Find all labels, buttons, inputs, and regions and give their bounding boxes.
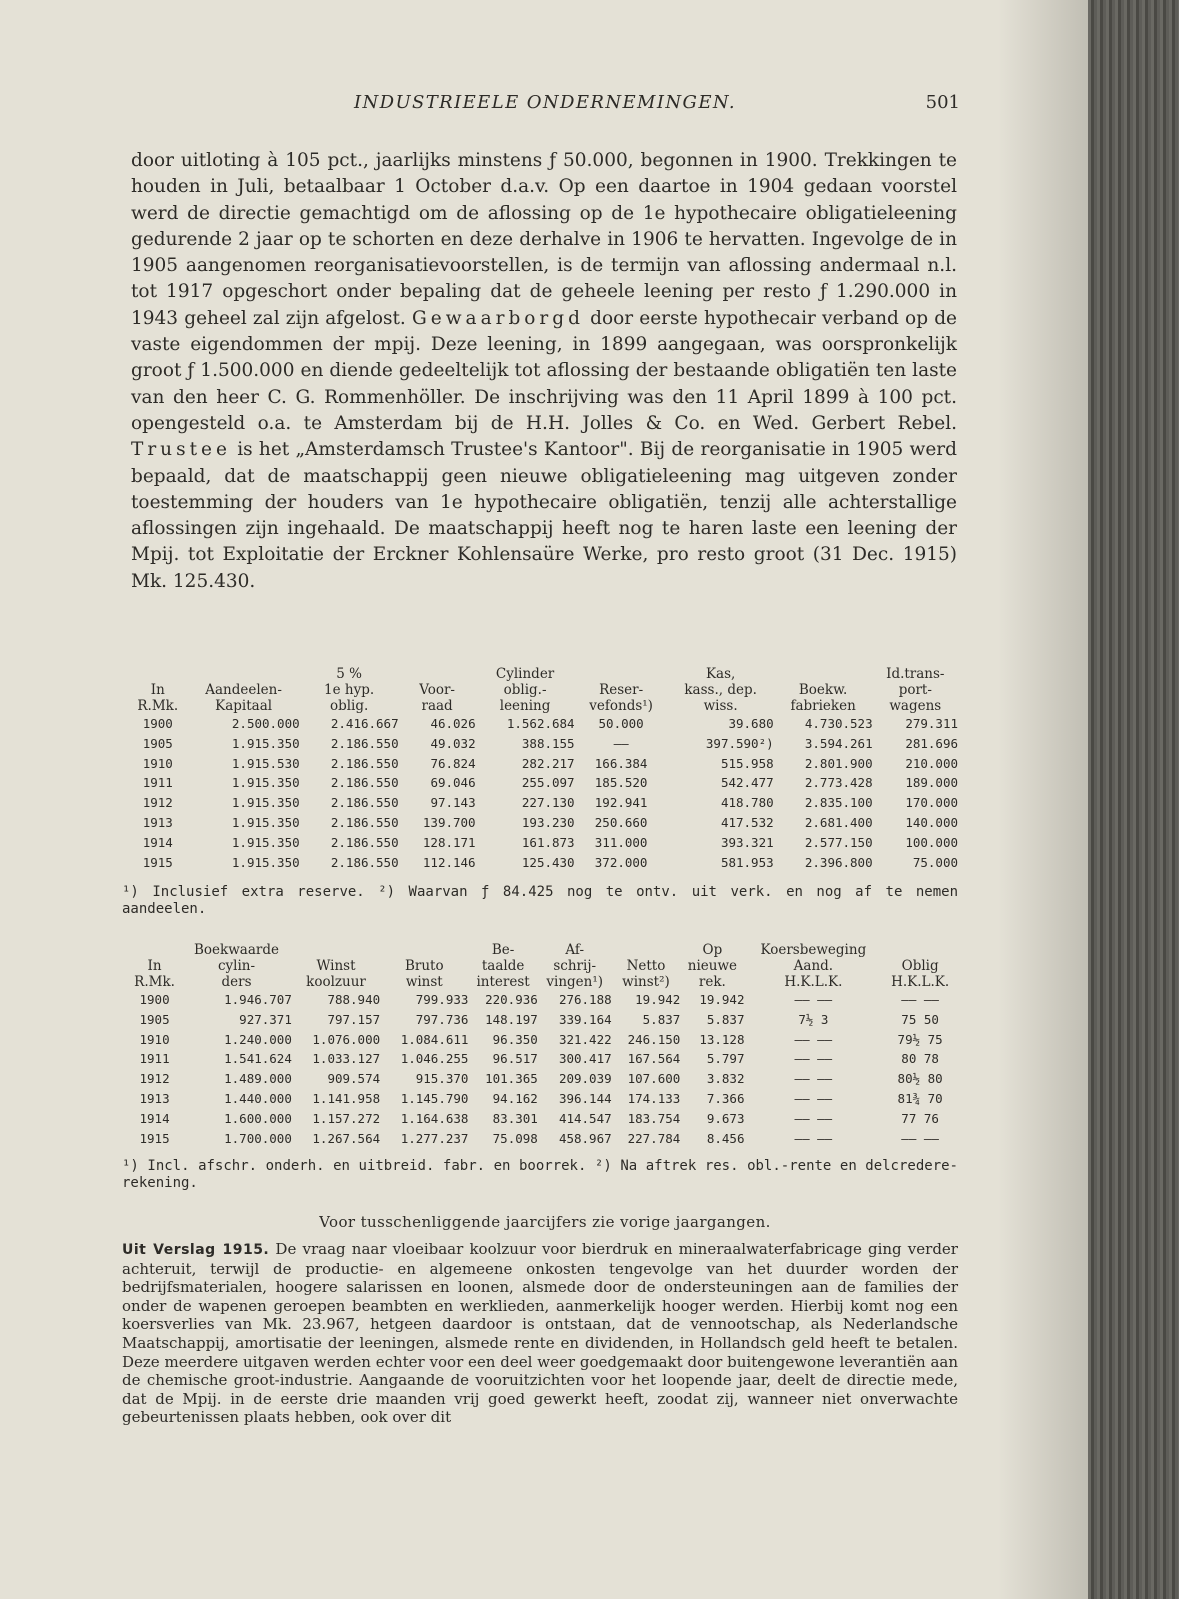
value-cell: 5.837 xyxy=(642,1011,681,1027)
value-cell: 909.574 xyxy=(327,1071,381,1087)
value-cell: —— —— xyxy=(794,1090,833,1106)
year-cell: 1900 xyxy=(142,716,173,731)
value-cell: 300.417 xyxy=(558,1051,612,1067)
value-cell: —— —— xyxy=(794,1110,833,1126)
header-cell: Koersbeweging xyxy=(760,942,867,958)
value-cell: 2.801.900 xyxy=(804,755,873,771)
table-row xyxy=(128,1010,958,1030)
value-cell: 3.832 xyxy=(706,1071,745,1087)
header-cell: Boekwaarde xyxy=(194,942,279,958)
header-cell xyxy=(188,666,300,682)
header-cell: winst xyxy=(405,974,443,990)
value-cell: 2.773.428 xyxy=(804,775,873,791)
value-cell: 174.133 xyxy=(627,1090,681,1106)
header-cell: oblig.- xyxy=(503,682,547,698)
table-row xyxy=(128,833,958,853)
table-row xyxy=(128,853,958,873)
value-cell: 79½ 75 xyxy=(897,1031,943,1047)
year-cell: 1913 xyxy=(142,814,173,830)
value-cell: 139.700 xyxy=(422,814,476,830)
report-paragraph xyxy=(122,1240,958,1427)
value-cell: 1.076.000 xyxy=(312,1031,381,1047)
header-cell: Cylinder xyxy=(495,666,555,682)
value-cell: —— xyxy=(613,735,629,751)
value-cell: 311.000 xyxy=(594,834,648,850)
value-cell: 1.946.707 xyxy=(224,992,292,1007)
table-row xyxy=(128,1109,958,1129)
header-cell: Af- xyxy=(565,942,585,958)
value-cell: —— —— xyxy=(794,1031,833,1047)
header-cell xyxy=(380,942,468,958)
value-cell: 339.164 xyxy=(558,1011,612,1027)
balance-table xyxy=(128,666,958,872)
value-cell: 2.186.550 xyxy=(330,755,399,771)
value-cell: 2.186.550 xyxy=(330,795,399,811)
value-cell: 46.026 xyxy=(430,716,476,731)
balance-table-body xyxy=(128,714,958,872)
value-cell: 81¾ 70 xyxy=(897,1090,943,1106)
value-cell: —— —— xyxy=(794,1071,833,1087)
header-cell: cylin- xyxy=(217,958,256,974)
value-cell: 458.967 xyxy=(558,1130,612,1146)
value-cell: 2.396.800 xyxy=(804,854,873,870)
value-cell: 1.084.611 xyxy=(400,1031,469,1047)
header-row xyxy=(128,974,958,990)
value-cell: 1.700.000 xyxy=(224,1130,292,1146)
value-cell: 515.958 xyxy=(720,755,774,771)
running-title: INDUSTRIEELE ONDERNEMINGEN. xyxy=(353,92,736,113)
header-cell: R.Mk. xyxy=(134,974,175,990)
table-row xyxy=(128,1049,958,1069)
table-row xyxy=(128,1030,958,1050)
header-cell xyxy=(575,666,668,682)
value-cell: 797.157 xyxy=(327,1011,381,1027)
header-cell: winst²) xyxy=(622,974,670,990)
header-row xyxy=(128,666,958,682)
value-cell: 2.416.667 xyxy=(330,716,399,731)
value-cell: 183.754 xyxy=(627,1110,681,1126)
value-cell: 1.277.237 xyxy=(400,1130,469,1146)
table-row xyxy=(128,773,958,793)
value-cell: 1.033.127 xyxy=(312,1051,381,1067)
lead-paragraph-text xyxy=(131,148,957,595)
value-cell: 148.197 xyxy=(485,1011,538,1027)
year-cell: 1912 xyxy=(139,1071,170,1087)
header-cell: oblig. xyxy=(329,698,369,714)
page-number: 501 xyxy=(925,92,960,113)
value-cell: 107.600 xyxy=(627,1071,681,1087)
header-cell: Boekw. xyxy=(798,682,848,698)
value-cell: 209.039 xyxy=(558,1071,612,1087)
value-cell: —— —— xyxy=(901,992,939,1007)
table-row xyxy=(128,1069,958,1089)
header-row xyxy=(128,682,958,698)
value-cell: 799.933 xyxy=(415,992,469,1007)
value-cell: 2.500.000 xyxy=(231,716,300,731)
value-cell: —— —— xyxy=(794,1051,833,1067)
value-cell: 210.000 xyxy=(905,755,958,771)
header-cell: In xyxy=(147,958,162,974)
value-cell: 1.157.272 xyxy=(312,1110,381,1126)
table-row xyxy=(128,793,958,813)
header-cell: koolzuur xyxy=(306,974,366,990)
value-cell: 1.915.350 xyxy=(231,854,300,870)
value-cell: 227.784 xyxy=(627,1130,681,1146)
header-cell: Oblig xyxy=(901,958,939,974)
lead-text-part2: door eerste hypothecair verband op de vaste eigendommen der mpij. Deze leening, in 1899 aangegaan, was oorspronkelijk groot ƒ 1.500.000 en diende gedeeltelijk tot aflossing der bestaande obligatiën ten laste van den heer C. G. Rommenhöller. De inschrijving was den 11 April 1899 à 100 pct. opengesteld o.a. te Amsterdam bij de H.H. Jolles & Co. en Wed. Gerbert Rebel. xyxy=(131,307,957,434)
table-row xyxy=(128,1129,958,1149)
value-cell: 1.541.624 xyxy=(224,1051,292,1067)
header-cell: Voor- xyxy=(419,682,455,698)
value-cell: 83.301 xyxy=(492,1110,538,1126)
value-cell: 1.141.958 xyxy=(312,1090,381,1106)
value-cell: 80 78 xyxy=(901,1051,939,1067)
header-cell xyxy=(128,666,188,682)
value-cell: —— —— xyxy=(901,1130,939,1146)
year-cell: 1914 xyxy=(139,1110,170,1126)
header-cell: kass., dep. xyxy=(684,682,757,698)
lead-paragraph xyxy=(131,148,957,595)
value-cell: 19.942 xyxy=(635,992,681,1007)
value-cell: 77 76 xyxy=(901,1110,939,1126)
lead-text-part3: is het „Amsterdamsch Trustee's Kantoor". Bij de reorganisatie in 1905 werd bepaald, dat de maatschappij geen nieuwe obligatieleening mag uitgeven zonder toestemming der houders van 1e hypothecaire obligatiën, tenzij alle achterstallige aflossingen zijn ingehaald. De maatschappij heeft nog te haren laste een leening der Mpij. tot Exploitatie der Erckner Kohlensaüre Werke, pro resto groot (31 Dec. 1915) Mk. 125.430. xyxy=(131,439,957,592)
year-cell: 1912 xyxy=(142,795,173,811)
header-cell: wiss. xyxy=(703,698,738,714)
table-row xyxy=(128,990,958,1010)
value-cell: 1.915.530 xyxy=(231,755,300,771)
header-cell: H.K.L.K. xyxy=(784,974,843,990)
header-cell: Op xyxy=(702,942,723,958)
value-cell: 2.186.550 xyxy=(330,735,399,751)
value-cell: 1.267.564 xyxy=(312,1130,381,1146)
header-cell: ders xyxy=(221,974,252,990)
results-table-header xyxy=(128,942,958,990)
value-cell: 192.941 xyxy=(594,795,648,811)
value-cell: 76.824 xyxy=(430,755,476,771)
header-cell: Be- xyxy=(491,942,515,958)
header-cell xyxy=(128,942,181,958)
value-cell: 193.230 xyxy=(521,814,575,830)
value-cell: 2.186.550 xyxy=(330,775,399,791)
term-trustee: Trustee xyxy=(131,439,231,461)
header-cell: R.Mk. xyxy=(137,698,179,714)
report-section xyxy=(122,1240,958,1427)
value-cell: 161.873 xyxy=(521,834,575,850)
value-cell: 321.422 xyxy=(558,1031,612,1047)
value-cell: 1.164.638 xyxy=(400,1110,469,1126)
value-cell: 915.370 xyxy=(415,1071,469,1087)
value-cell: 279.311 xyxy=(905,716,958,731)
header-cell xyxy=(612,942,681,958)
value-cell: —— —— xyxy=(794,992,833,1007)
header-cell: 5 % xyxy=(336,666,362,682)
value-cell: 418.780 xyxy=(720,795,774,811)
header-cell: schrij- xyxy=(553,958,597,974)
value-cell: 397.590²) xyxy=(705,735,774,751)
header-cell: port- xyxy=(898,682,932,698)
header-cell xyxy=(882,942,958,958)
value-cell: 2.681.400 xyxy=(804,814,873,830)
running-header xyxy=(130,92,960,118)
value-cell: 1.240.000 xyxy=(224,1031,292,1047)
value-cell: 2.577.150 xyxy=(804,834,873,850)
year-cell: 1910 xyxy=(142,755,173,771)
header-cell: H.K.L.K. xyxy=(891,974,950,990)
header-row xyxy=(128,958,958,974)
reference-note: Voor tusschenliggende jaarcijfers zie vorige jaargangen. xyxy=(319,1213,771,1231)
header-cell xyxy=(399,666,476,682)
value-cell: 276.188 xyxy=(558,992,612,1007)
value-cell: 19.942 xyxy=(699,992,745,1007)
value-cell: 5.837 xyxy=(706,1011,745,1027)
value-cell: 372.000 xyxy=(594,854,648,870)
book-spine xyxy=(1088,0,1179,1599)
table-row xyxy=(128,734,958,754)
header-cell: 1e hyp. xyxy=(324,682,375,698)
value-cell: 49.032 xyxy=(430,735,476,751)
header-cell: Id.trans- xyxy=(886,666,945,682)
year-cell: 1910 xyxy=(139,1031,170,1047)
value-cell: 75 50 xyxy=(901,1011,939,1027)
year-cell: 1900 xyxy=(139,992,170,1007)
value-cell: 5.797 xyxy=(706,1051,745,1067)
table-row xyxy=(128,1089,958,1109)
value-cell: 1.915.350 xyxy=(231,735,300,751)
value-cell: 220.936 xyxy=(485,992,538,1007)
value-cell: 100.000 xyxy=(905,834,958,850)
value-cell: 1.915.350 xyxy=(231,834,300,850)
value-cell: 80½ 80 xyxy=(897,1071,943,1087)
header-cell: fabrieken xyxy=(790,698,856,714)
results-table xyxy=(128,942,958,1148)
value-cell: 13.128 xyxy=(699,1031,745,1047)
lead-text-part1: door uitloting à 105 pct., jaarlijks minstens ƒ 50.000, begonnen in 1900. Trekkingen te houden in Juli, betaalbaar 1 October d.a.v. Op een daartoe in 1904 gedaan voorstel werd de directie gemachtigd om de aflossing op de 1e hypothecaire obligatieleening gedurende 2 jaar op te schorten en deze derhalve in 1906 te hervatten. Ingevolge de in 1905 aangenomen reorganisatievoorstellen, is de termijn van aflossing andermaal n.l. tot 1917 opgeschort onder bepaling dat de geheele leening per resto ƒ 1.290.000 in 1943 geheel zal zijn afgelost. xyxy=(131,150,957,329)
header-cell: In xyxy=(150,682,165,698)
value-cell: 281.696 xyxy=(905,735,958,751)
value-cell: 185.520 xyxy=(594,775,648,791)
header-cell xyxy=(292,942,380,958)
value-cell: 788.940 xyxy=(327,992,381,1007)
value-cell: 50.000 xyxy=(598,716,644,731)
value-cell: 170.000 xyxy=(905,795,958,811)
value-cell: 96.517 xyxy=(492,1051,538,1067)
value-cell: 39.680 xyxy=(728,716,774,731)
value-cell: 581.953 xyxy=(720,854,774,870)
value-cell: 128.171 xyxy=(422,834,476,850)
value-cell: 1.440.000 xyxy=(224,1090,292,1106)
header-cell xyxy=(774,666,873,682)
header-cell: Winst xyxy=(316,958,356,974)
table-row xyxy=(128,813,958,833)
value-cell: 7.366 xyxy=(706,1090,745,1106)
header-cell: nieuwe xyxy=(687,958,738,974)
table-row xyxy=(128,754,958,774)
value-cell: 112.146 xyxy=(422,854,476,870)
value-cell: 388.155 xyxy=(521,735,575,751)
header-cell: Aandeelen- xyxy=(205,682,282,698)
table-row xyxy=(128,714,958,734)
value-cell: 1.915.350 xyxy=(231,795,300,811)
value-cell: 189.000 xyxy=(905,775,958,791)
value-cell: 246.150 xyxy=(627,1031,681,1047)
value-cell: 393.321 xyxy=(720,834,774,850)
term-gewaarborgd: Gewaarborgd xyxy=(411,307,584,329)
header-cell: vingen¹) xyxy=(546,974,604,990)
value-cell: 1.562.684 xyxy=(506,716,575,731)
header-cell: Netto xyxy=(626,958,666,974)
value-cell: 125.430 xyxy=(521,854,575,870)
value-cell: 250.660 xyxy=(594,814,648,830)
value-cell: 2.186.550 xyxy=(330,834,399,850)
value-cell: 7½ 3 xyxy=(798,1011,829,1027)
value-cell: 75.000 xyxy=(912,854,958,870)
value-cell: 1.046.255 xyxy=(400,1051,469,1067)
value-cell: 75.098 xyxy=(492,1130,538,1146)
results-table-body xyxy=(128,990,958,1148)
value-cell: 96.350 xyxy=(492,1031,538,1047)
value-cell: 1.145.790 xyxy=(400,1090,469,1106)
value-cell: 94.162 xyxy=(492,1090,538,1106)
value-cell: 1.600.000 xyxy=(224,1110,292,1126)
report-text: De vraag naar vloeibaar koolzuur voor bierdruk en mineraalwaterfabricage ging verder achteruit, terwijl de productie- en algemeene onkosten tengevolge van het duurder worden der bedrijfsmaterialen, hoogere salarissen en loonen, alsmede door de ondersteuningen aan de families der onder de wapenen geroepen beambten en werklieden, aanmerkelijk hooger werden. Hierbij komt nog een koersverlies van Mk. 23.967, hetgeen daardoor is ontstaan, dat de vennootschap, als Nederlandsche Maatschappij, amortisatie der leeningen, alsmede rente en dividenden, in Hollandsch geld heeft te betalen. Deze meerdere uitgaven werden echter voor een deel weer goedgemaakt door buitengewone leverantiën aan de chemische groot-industrie. Aangaande de vooruitzichten voor het loopende jaar, deelt de directie mede, dat de Mpij. in de eerste drie maanden vrij goed gewerkt heeft, zoodat zij, wanneer niet onverwachte gebeurtenissen plaats hebben, ook over dit xyxy=(122,1240,958,1427)
report-label: Uit Verslag 1915. xyxy=(122,1242,270,1258)
header-row xyxy=(128,942,958,958)
value-cell: 227.130 xyxy=(521,795,575,811)
value-cell: 8.456 xyxy=(706,1130,745,1146)
year-cell: 1914 xyxy=(142,834,173,850)
value-cell: 167.564 xyxy=(627,1051,681,1067)
year-cell: 1905 xyxy=(142,735,173,751)
value-cell: 97.143 xyxy=(430,795,476,811)
value-cell: 140.000 xyxy=(905,814,958,830)
results-table-footnote: ¹) Incl. afschr. onderh. en uitbreid. fabr. en boorrek. ²) Na aftrek res. obl.-rente en delcredere-rekening. xyxy=(122,1158,958,1191)
header-cell: wagens xyxy=(889,698,942,714)
header-cell: Kapitaal xyxy=(215,698,273,714)
year-cell: 1911 xyxy=(142,775,173,791)
value-cell: 396.144 xyxy=(558,1090,612,1106)
header-cell: Aand. xyxy=(793,958,834,974)
header-cell: interest xyxy=(476,974,530,990)
value-cell: 414.547 xyxy=(558,1110,612,1126)
value-cell: —— —— xyxy=(794,1130,833,1146)
header-cell: taalde xyxy=(481,958,525,974)
balance-table-footnote: ¹) Inclusief extra reserve. ²) Waarvan ƒ 84.425 nog te ontv. uit verk. en nog af te nemen aandeelen. xyxy=(122,884,958,917)
header-row xyxy=(128,698,958,714)
header-cell: vefonds¹) xyxy=(589,698,653,714)
value-cell: 2.186.550 xyxy=(330,814,399,830)
value-cell: 101.365 xyxy=(485,1071,538,1087)
year-cell: 1915 xyxy=(142,854,173,870)
value-cell: 1.915.350 xyxy=(231,775,300,791)
value-cell: 9.673 xyxy=(706,1110,745,1126)
value-cell: 1.489.000 xyxy=(224,1071,292,1087)
header-cell: Bruto xyxy=(404,958,444,974)
value-cell: 255.097 xyxy=(521,775,575,791)
value-cell: 3.594.261 xyxy=(804,735,873,751)
value-cell: 1.915.350 xyxy=(231,814,300,830)
value-cell: 927.371 xyxy=(239,1011,292,1027)
value-cell: 542.477 xyxy=(720,775,774,791)
header-cell: rek. xyxy=(698,974,726,990)
value-cell: 4.730.523 xyxy=(804,716,873,731)
value-cell: 417.532 xyxy=(720,814,774,830)
year-cell: 1915 xyxy=(139,1130,170,1146)
year-cell: 1913 xyxy=(139,1090,170,1106)
header-cell: Reser- xyxy=(599,682,644,698)
value-cell: 797.736 xyxy=(415,1011,469,1027)
header-cell: Kas, xyxy=(705,666,736,682)
value-cell: 2.835.100 xyxy=(804,795,873,811)
value-cell: 2.186.550 xyxy=(330,854,399,870)
value-cell: 282.217 xyxy=(521,755,575,771)
balance-table-header xyxy=(128,666,958,714)
year-cell: 1911 xyxy=(139,1051,170,1067)
header-cell: raad xyxy=(421,698,453,714)
header-cell: leening xyxy=(499,698,551,714)
year-cell: 1905 xyxy=(139,1011,170,1027)
value-cell: 69.046 xyxy=(430,775,476,791)
value-cell: 166.384 xyxy=(594,755,648,771)
